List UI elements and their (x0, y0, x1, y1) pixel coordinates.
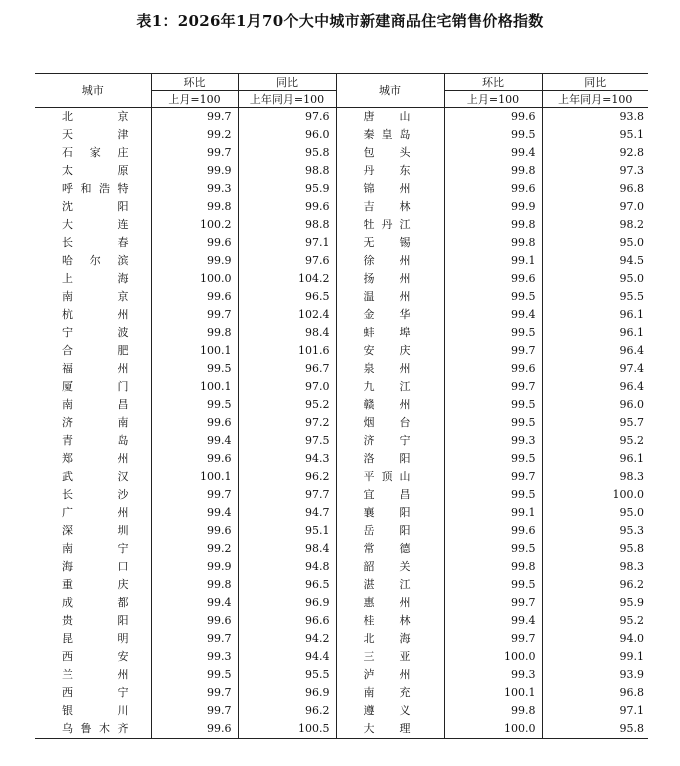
city-name-left: 重庆 (62, 578, 129, 591)
mom-value-right: 99.5 (444, 126, 542, 144)
yoy-value-right: 96.8 (542, 684, 648, 702)
header-mom-base-right: 上月=100 (444, 91, 542, 108)
mom-value-right: 99.7 (444, 378, 542, 396)
city-name-right: 无锡 (336, 234, 444, 252)
yoy-value-right: 95.5 (542, 288, 648, 306)
city-name-left: 兰州 (62, 668, 129, 681)
table-row (35, 288, 648, 306)
city-name-left: 南京 (62, 290, 129, 303)
mom-value-left: 99.7 (151, 630, 238, 648)
mom-value-left: 99.4 (151, 504, 238, 522)
city-name-left: 成都 (62, 596, 129, 609)
city-name-right: 温州 (336, 288, 444, 306)
yoy-value-right: 93.8 (542, 108, 648, 127)
yoy-value-left: 96.2 (238, 702, 336, 720)
city-name-left: 厦门 (62, 380, 129, 393)
table-row (35, 216, 648, 234)
mom-value-left: 99.5 (151, 396, 238, 414)
mom-value-right: 99.9 (444, 198, 542, 216)
mom-value-right: 99.8 (444, 234, 542, 252)
table-row (35, 450, 648, 468)
city-name-right: 北海 (336, 630, 444, 648)
table-row (35, 522, 648, 540)
city-name-left: 贵阳 (62, 614, 129, 627)
mom-value-right: 99.8 (444, 216, 542, 234)
mom-value-right: 99.5 (444, 486, 542, 504)
table-row (35, 144, 648, 162)
table-row (35, 360, 648, 378)
yoy-value-left: 98.8 (238, 162, 336, 180)
table-row (35, 198, 648, 216)
yoy-value-right: 96.2 (542, 576, 648, 594)
city-name-right: 牡丹江 (336, 216, 444, 234)
yoy-value-left: 95.9 (238, 180, 336, 198)
mom-value-left: 100.2 (151, 216, 238, 234)
table-row (35, 108, 648, 127)
table-row (35, 558, 648, 576)
city-name-left: 深圳 (62, 524, 129, 537)
yoy-value-right: 98.3 (542, 468, 648, 486)
mom-value-left: 99.2 (151, 126, 238, 144)
mom-value-right: 99.5 (444, 414, 542, 432)
yoy-value-left: 104.2 (238, 270, 336, 288)
city-name-left: 长春 (62, 236, 129, 249)
mom-value-right: 99.1 (444, 504, 542, 522)
mom-value-left: 99.5 (151, 360, 238, 378)
yoy-value-right: 95.0 (542, 270, 648, 288)
mom-value-left: 99.6 (151, 450, 238, 468)
city-name-right: 安庆 (336, 342, 444, 360)
mom-value-left: 99.7 (151, 108, 238, 127)
table-row (35, 180, 648, 198)
table-row (35, 468, 648, 486)
city-name-right: 南充 (336, 684, 444, 702)
yoy-value-right: 100.0 (542, 486, 648, 504)
mom-value-right: 99.7 (444, 342, 542, 360)
price-index-table (35, 73, 648, 739)
yoy-value-left: 94.8 (238, 558, 336, 576)
city-name-left: 郑州 (62, 452, 129, 465)
table-title: 表1：2026年1月70个大中城市新建商品住宅销售价格指数 (136, 12, 544, 30)
city-name-right: 襄阳 (336, 504, 444, 522)
city-name-left: 南昌 (62, 398, 129, 411)
city-name-right: 丹东 (336, 162, 444, 180)
city-name-right: 徐州 (336, 252, 444, 270)
city-name-right: 平顶山 (336, 468, 444, 486)
table-row (35, 684, 648, 702)
mom-value-right: 99.1 (444, 252, 542, 270)
header-yoy-base-right: 上年同月=100 (542, 91, 648, 108)
city-name-right: 吉林 (336, 198, 444, 216)
mom-value-left: 99.7 (151, 144, 238, 162)
city-name-left: 北京 (62, 110, 129, 123)
mom-value-right: 99.5 (444, 540, 542, 558)
city-name-right: 韶关 (336, 558, 444, 576)
mom-value-left: 100.0 (151, 270, 238, 288)
yoy-value-right: 94.5 (542, 252, 648, 270)
mom-value-left: 99.8 (151, 324, 238, 342)
yoy-value-right: 97.1 (542, 702, 648, 720)
yoy-value-left: 95.5 (238, 666, 336, 684)
header-city-left: 城市 (35, 74, 151, 108)
mom-value-right: 99.6 (444, 180, 542, 198)
city-name-right: 烟台 (336, 414, 444, 432)
mom-value-left: 99.7 (151, 486, 238, 504)
yoy-value-right: 99.1 (542, 648, 648, 666)
table-row (35, 378, 648, 396)
city-name-left: 合肥 (62, 344, 129, 357)
city-name-left: 哈尔滨 (62, 254, 129, 267)
city-name-right: 九江 (336, 378, 444, 396)
table-row (35, 504, 648, 522)
city-name-left: 长沙 (62, 488, 129, 501)
yoy-value-left: 101.6 (238, 342, 336, 360)
table-row (35, 252, 648, 270)
yoy-value-right: 96.1 (542, 324, 648, 342)
yoy-value-right: 95.1 (542, 126, 648, 144)
table-row (35, 720, 648, 739)
city-name-left: 银川 (62, 704, 129, 717)
table-row (35, 540, 648, 558)
mom-value-left: 99.7 (151, 684, 238, 702)
yoy-value-left: 97.6 (238, 108, 336, 127)
table-row (35, 396, 648, 414)
yoy-value-right: 98.2 (542, 216, 648, 234)
city-name-right: 岳阳 (336, 522, 444, 540)
city-name-left: 上海 (62, 272, 129, 285)
table-row (35, 414, 648, 432)
yoy-value-left: 95.8 (238, 144, 336, 162)
table-row (35, 702, 648, 720)
city-name-left: 西安 (62, 650, 129, 663)
table-row (35, 612, 648, 630)
yoy-value-right: 93.9 (542, 666, 648, 684)
yoy-value-left: 94.4 (238, 648, 336, 666)
mom-value-left: 99.6 (151, 612, 238, 630)
yoy-value-left: 96.6 (238, 612, 336, 630)
city-name-right: 桂林 (336, 612, 444, 630)
yoy-value-left: 96.9 (238, 684, 336, 702)
yoy-value-left: 102.4 (238, 306, 336, 324)
yoy-value-right: 95.8 (542, 720, 648, 739)
mom-value-right: 99.7 (444, 594, 542, 612)
mom-value-left: 99.7 (151, 306, 238, 324)
yoy-value-right: 98.3 (542, 558, 648, 576)
header-yoy-base-left: 上年同月=100 (238, 91, 336, 108)
mom-value-right: 99.4 (444, 144, 542, 162)
yoy-value-right: 95.7 (542, 414, 648, 432)
yoy-value-left: 97.6 (238, 252, 336, 270)
yoy-value-left: 97.1 (238, 234, 336, 252)
yoy-value-left: 94.2 (238, 630, 336, 648)
yoy-value-right: 97.0 (542, 198, 648, 216)
mom-value-left: 99.4 (151, 594, 238, 612)
city-name-right: 包头 (336, 144, 444, 162)
mom-value-right: 99.8 (444, 702, 542, 720)
city-name-right: 大理 (336, 720, 444, 739)
city-name-right: 泸州 (336, 666, 444, 684)
city-name-left: 沈阳 (62, 200, 129, 213)
header-mom-base-left: 上月=100 (151, 91, 238, 108)
mom-value-left: 99.7 (151, 702, 238, 720)
mom-value-right: 99.3 (444, 432, 542, 450)
mom-value-left: 99.9 (151, 252, 238, 270)
table-row (35, 234, 648, 252)
city-name-right: 泉州 (336, 360, 444, 378)
mom-value-left: 99.6 (151, 720, 238, 739)
table-row (35, 306, 648, 324)
city-name-left: 太原 (62, 164, 129, 177)
city-name-left: 天津 (62, 128, 129, 141)
yoy-value-left: 94.3 (238, 450, 336, 468)
yoy-value-right: 95.2 (542, 432, 648, 450)
mom-value-left: 100.1 (151, 468, 238, 486)
mom-value-left: 99.6 (151, 522, 238, 540)
city-name-left: 昆明 (62, 632, 129, 645)
mom-value-right: 99.5 (444, 450, 542, 468)
mom-value-right: 99.4 (444, 306, 542, 324)
yoy-value-left: 96.2 (238, 468, 336, 486)
yoy-value-left: 98.4 (238, 324, 336, 342)
mom-value-right: 100.0 (444, 648, 542, 666)
header-mom-right: 环比 (444, 74, 542, 91)
mom-value-left: 99.4 (151, 432, 238, 450)
mom-value-right: 99.5 (444, 288, 542, 306)
mom-value-right: 99.5 (444, 324, 542, 342)
mom-value-left: 100.1 (151, 378, 238, 396)
mom-value-right: 100.0 (444, 720, 542, 739)
table-row (35, 630, 648, 648)
city-name-left: 济南 (62, 416, 129, 429)
mom-value-left: 99.8 (151, 198, 238, 216)
city-name-right: 惠州 (336, 594, 444, 612)
mom-value-right: 99.5 (444, 396, 542, 414)
city-name-right: 金华 (336, 306, 444, 324)
mom-value-right: 99.8 (444, 558, 542, 576)
yoy-value-left: 97.2 (238, 414, 336, 432)
yoy-value-left: 98.4 (238, 540, 336, 558)
header-yoy-right: 同比 (542, 74, 648, 91)
yoy-value-right: 97.3 (542, 162, 648, 180)
table-row (35, 270, 648, 288)
mom-value-left: 99.6 (151, 234, 238, 252)
city-name-left: 南宁 (62, 542, 129, 555)
mom-value-right: 100.1 (444, 684, 542, 702)
mom-value-right: 99.5 (444, 576, 542, 594)
table-row (35, 594, 648, 612)
yoy-value-left: 96.9 (238, 594, 336, 612)
yoy-value-left: 97.0 (238, 378, 336, 396)
yoy-value-right: 97.4 (542, 360, 648, 378)
mom-value-right: 99.3 (444, 666, 542, 684)
city-name-left: 石家庄 (62, 146, 129, 159)
yoy-value-left: 96.0 (238, 126, 336, 144)
yoy-value-left: 96.5 (238, 576, 336, 594)
mom-value-right: 99.7 (444, 468, 542, 486)
city-name-left: 武汉 (62, 470, 129, 483)
table-body (35, 108, 648, 739)
yoy-value-left: 94.7 (238, 504, 336, 522)
yoy-value-right: 95.8 (542, 540, 648, 558)
mom-value-left: 99.9 (151, 558, 238, 576)
yoy-value-right: 96.8 (542, 180, 648, 198)
mom-value-right: 99.6 (444, 108, 542, 127)
header-city-right: 城市 (336, 74, 444, 108)
mom-value-left: 99.6 (151, 414, 238, 432)
city-name-right: 常德 (336, 540, 444, 558)
yoy-value-right: 95.2 (542, 612, 648, 630)
yoy-value-right: 96.1 (542, 450, 648, 468)
yoy-value-left: 97.5 (238, 432, 336, 450)
mom-value-right: 99.4 (444, 612, 542, 630)
yoy-value-right: 95.0 (542, 504, 648, 522)
mom-value-right: 99.7 (444, 630, 542, 648)
mom-value-left: 99.6 (151, 288, 238, 306)
city-name-left: 福州 (62, 362, 129, 375)
mom-value-left: 100.1 (151, 342, 238, 360)
yoy-value-right: 92.8 (542, 144, 648, 162)
table-row (35, 648, 648, 666)
yoy-value-right: 96.4 (542, 378, 648, 396)
table-row (35, 666, 648, 684)
city-name-right: 湛江 (336, 576, 444, 594)
mom-value-right: 99.6 (444, 522, 542, 540)
yoy-value-left: 96.7 (238, 360, 336, 378)
yoy-value-left: 98.8 (238, 216, 336, 234)
city-name-left: 宁波 (62, 326, 129, 339)
yoy-value-right: 94.0 (542, 630, 648, 648)
city-name-right: 蚌埠 (336, 324, 444, 342)
header-mom-left: 环比 (151, 74, 238, 91)
mom-value-left: 99.3 (151, 648, 238, 666)
mom-value-left: 99.3 (151, 180, 238, 198)
city-name-left: 西宁 (62, 686, 129, 699)
city-name-right: 宜昌 (336, 486, 444, 504)
table-row (35, 576, 648, 594)
yoy-value-right: 96.1 (542, 306, 648, 324)
city-name-left: 乌鲁木齐 (35, 720, 151, 739)
table-row (35, 162, 648, 180)
yoy-value-right: 95.0 (542, 234, 648, 252)
mom-value-left: 99.9 (151, 162, 238, 180)
yoy-value-left: 97.7 (238, 486, 336, 504)
yoy-value-right: 96.4 (542, 342, 648, 360)
city-name-left: 杭州 (62, 308, 129, 321)
mom-value-left: 99.2 (151, 540, 238, 558)
yoy-value-right: 95.9 (542, 594, 648, 612)
mom-value-right: 99.8 (444, 162, 542, 180)
mom-value-left: 99.5 (151, 666, 238, 684)
yoy-value-right: 95.3 (542, 522, 648, 540)
table-row (35, 432, 648, 450)
mom-value-right: 99.6 (444, 270, 542, 288)
table-row (35, 324, 648, 342)
table-row (35, 486, 648, 504)
yoy-value-left: 96.5 (238, 288, 336, 306)
city-name-right: 赣州 (336, 396, 444, 414)
yoy-value-left: 99.6 (238, 198, 336, 216)
city-name-right: 遵义 (336, 702, 444, 720)
yoy-value-right: 96.0 (542, 396, 648, 414)
city-name-right: 唐山 (336, 108, 444, 127)
yoy-value-left: 95.1 (238, 522, 336, 540)
table-row (35, 126, 648, 144)
yoy-value-left: 100.5 (238, 720, 336, 739)
city-name-left: 大连 (62, 218, 129, 231)
city-name-right: 锦州 (336, 180, 444, 198)
city-name-left: 呼和浩特 (62, 182, 129, 195)
city-name-left: 青岛 (62, 434, 129, 447)
city-name-left: 广州 (62, 506, 129, 519)
header-yoy-left: 同比 (238, 74, 336, 91)
city-name-left: 海口 (62, 560, 129, 573)
yoy-value-left: 95.2 (238, 396, 336, 414)
city-name-right: 三亚 (336, 648, 444, 666)
table-row (35, 342, 648, 360)
city-name-right: 秦皇岛 (336, 126, 444, 144)
city-name-right: 扬州 (336, 270, 444, 288)
mom-value-left: 99.8 (151, 576, 238, 594)
city-name-right: 济宁 (336, 432, 444, 450)
mom-value-right: 99.6 (444, 360, 542, 378)
city-name-right: 洛阳 (336, 450, 444, 468)
